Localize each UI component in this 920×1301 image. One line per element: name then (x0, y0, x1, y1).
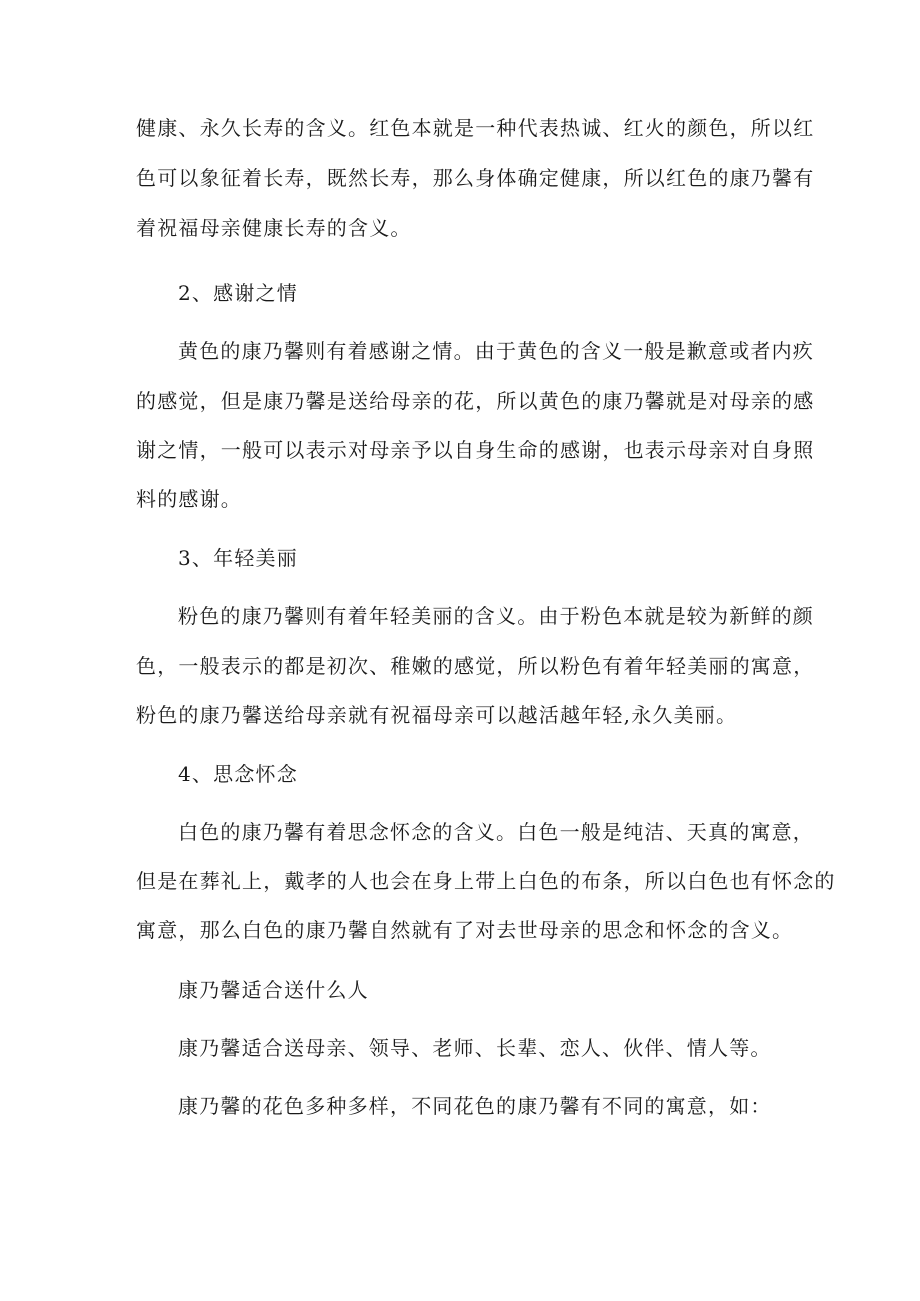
paragraph-pink-line-1: 粉色的康乃馨则有着年轻美丽的含义。由于粉色本就是较为新鲜的颜 (178, 604, 814, 628)
paragraph-pink-line-2: 色，一般表示的都是初次、稚嫩的感觉，所以粉色有着年轻美丽的寓意， (136, 654, 815, 678)
paragraph-yellow-line-3: 谢之情，一般可以表示对母亲予以自身生命的感谢，也表示母亲对自身照 (136, 438, 815, 462)
paragraph-red-line-2: 色可以象征着长寿，既然长寿，那么身体确定健康，所以红色的康乃馨有 (136, 166, 815, 190)
paragraph-white-line-3: 寓意，那么白色的康乃馨自然就有了对去世母亲的思念和怀念的含义。 (136, 918, 794, 942)
paragraph-pink-line-3: 粉色的康乃馨送给母亲就有祝福母亲可以越活越年轻,永久美丽。 (136, 703, 738, 727)
paragraph-yellow-line-1: 黄色的康乃馨则有着感谢之情。由于黄色的含义一般是歉意或者内疚 (178, 339, 814, 363)
paragraph-white-line-2: 但是在葬礼上，戴孝的人也会在身上带上白色的布条，所以白色也有怀念的 (136, 869, 836, 893)
section-heading-youth-beauty: 3、年轻美丽 (178, 546, 298, 570)
section-heading-remembrance: 4、思念怀念 (178, 762, 298, 786)
paragraph-yellow-line-4: 料的感谢。 (136, 487, 242, 511)
paragraph-white-line-1: 白色的康乃馨有着思念怀念的含义。白色一般是纯洁、天真的寓意， (178, 820, 814, 844)
section-heading-gratitude: 2、感谢之情 (178, 281, 298, 305)
paragraph-red-line-1: 健康、永久长寿的含义。红色本就是一种代表热诚、红火的颜色，所以红 (136, 116, 815, 140)
paragraph-red-line-3: 着祝福母亲健康长寿的含义。 (136, 216, 412, 240)
paragraph-recipients: 康乃馨适合送母亲、领导、老师、长辈、恋人、伙伴、情人等。 (178, 1036, 772, 1060)
paragraph-yellow-line-2: 的感觉，但是康乃馨是送给母亲的花，所以黄色的康乃馨就是对母亲的感 (136, 389, 815, 413)
paragraph-colors-intro: 康乃馨的花色多种多样，不同花色的康乃馨有不同的寓意，如： (178, 1094, 772, 1118)
section-heading-suitable-recipients: 康乃馨适合送什么人 (178, 978, 369, 1002)
